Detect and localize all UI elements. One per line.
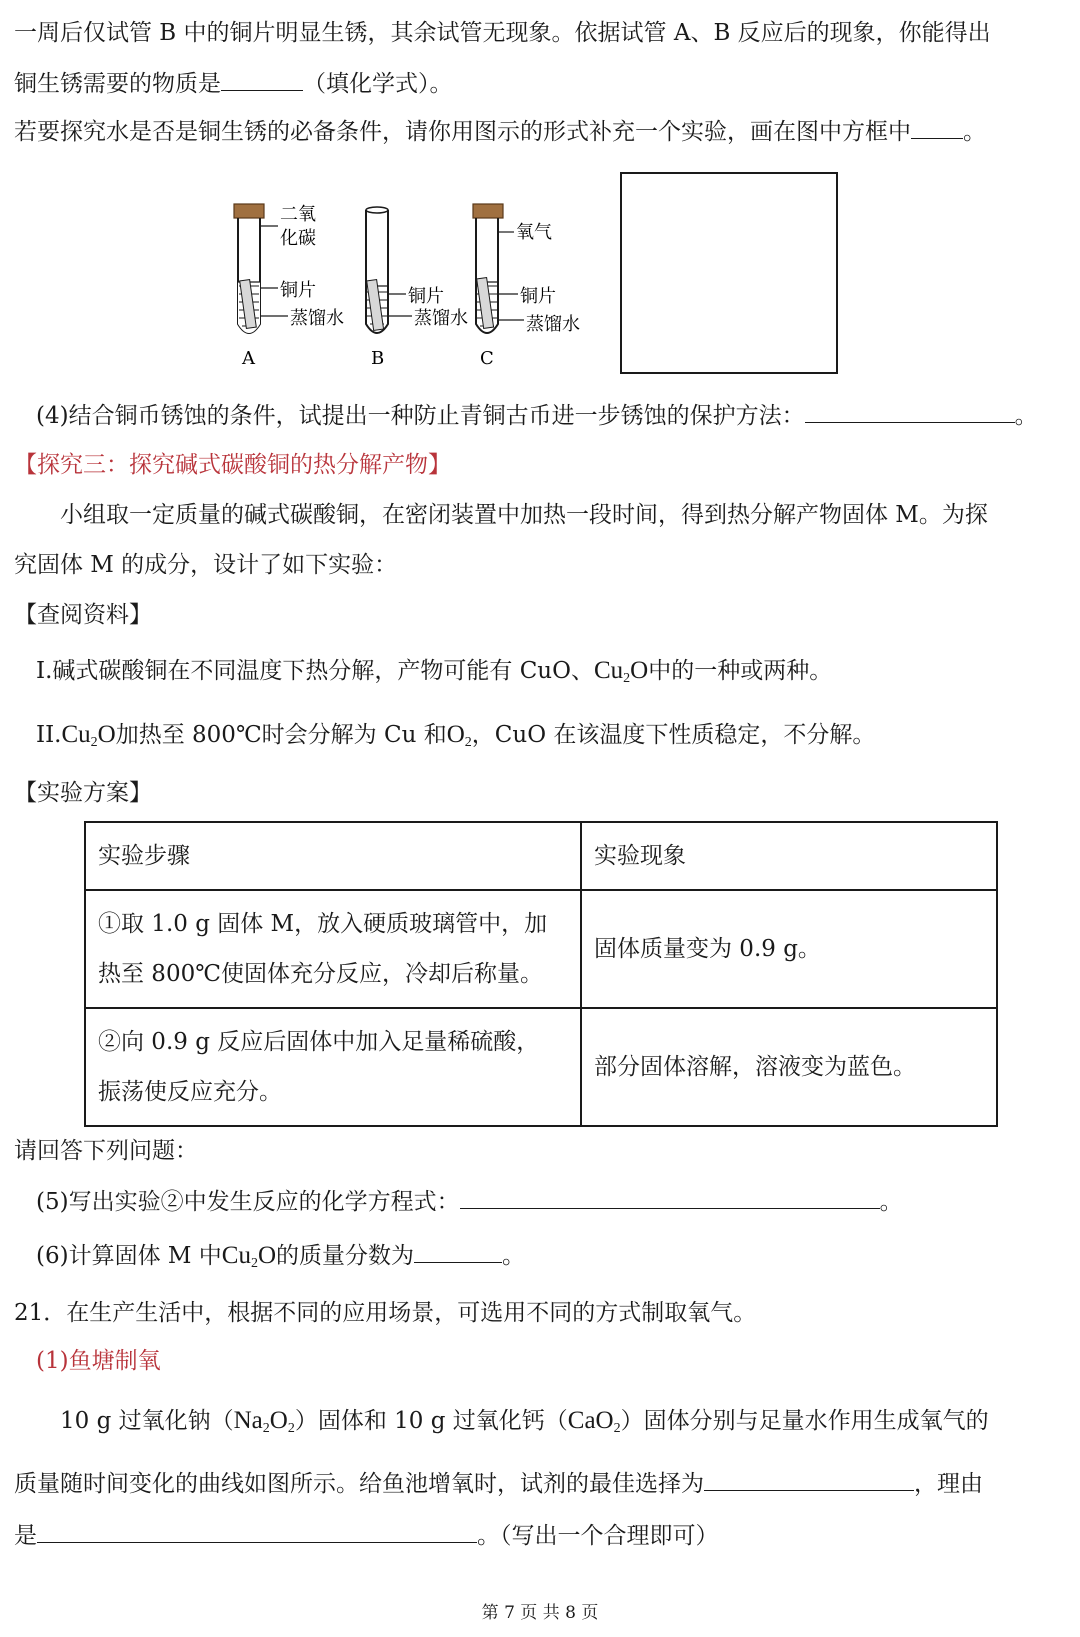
formula-cu2o: $Cu_2O$ — [593, 657, 649, 686]
observation-cell: 固体质量变为 0.9 g。 — [581, 890, 997, 1008]
answer-blank-substance[interactable] — [221, 68, 303, 91]
reference-1-text: I.碱式碳酸铜在不同温度下热分解，产物可能有 CuO、 — [36, 658, 594, 684]
label-water-c: 蒸馏水 — [526, 314, 580, 335]
step-line: 热至 800℃使固体充分反应，冷却后称量。 — [98, 961, 543, 987]
paragraph-line-1: 小组取一定质量的碱式碳酸铜，在密闭装置中加热一段时间，得到热分解产物固体 M。为探 — [60, 502, 988, 528]
question-5-end: 。 — [879, 1189, 903, 1215]
text-line-3 — [14, 116, 986, 147]
question-4-text: (4)结合铜币锈蚀的条件，试提出一种防止青铜古币进一步锈蚀的保护方法： — [36, 403, 805, 429]
formula-o2: $O_2$ — [446, 721, 472, 750]
label-copper-a: 铜片 — [280, 280, 316, 301]
label-co2-1: 二氧 — [280, 204, 316, 225]
text-line-2 — [14, 68, 453, 99]
tube-b — [366, 207, 412, 333]
reference-2-prefix: II. — [36, 722, 62, 748]
observation-cell: 部分固体溶解，溶液变为蓝色。 — [581, 1008, 997, 1126]
reference-2 — [36, 720, 875, 758]
question-6-mid: 的质量分数为 — [276, 1243, 415, 1269]
label-copper-c: 铜片 — [520, 286, 556, 307]
formula-cu2o: $Cu_2O$ — [61, 721, 116, 750]
question-5 — [36, 1186, 903, 1217]
paragraph-line-3 — [60, 1406, 989, 1444]
section-heading-inquiry-3: 【探究三：探究碱式碳酸铜的热分解产物】 — [14, 452, 451, 478]
table-row — [85, 1008, 997, 1126]
label-oxygen: 氧气 — [516, 222, 552, 243]
answer-blank-q4[interactable] — [805, 400, 1015, 423]
step-cell — [85, 1008, 581, 1126]
step-cell — [85, 890, 581, 1008]
paragraph-line-2: 究固体 M 的成分，设计了如下实验： — [14, 552, 398, 578]
paragraph-5-end: 。（写出一个合理即可） — [477, 1523, 719, 1549]
reference-1-end: 中的一种或两种。 — [648, 658, 833, 684]
stopper-c — [473, 204, 503, 218]
reference-1 — [36, 656, 832, 694]
paragraph-line-4 — [14, 1468, 983, 1499]
reference-heading: 【查阅资料】 — [14, 602, 152, 628]
test-tube-figure — [220, 196, 620, 382]
paragraph-3-text: 10 g 过氧化钠（ — [60, 1408, 234, 1434]
answer-blank-q5[interactable] — [460, 1186, 880, 1209]
reference-2-text: 加热至 800℃时会分解为 Cu 和 — [115, 722, 447, 748]
line-2-text: 铜生锈需要的物质是 — [14, 71, 221, 97]
paragraph-line-5 — [14, 1520, 719, 1551]
question-4-end: 。 — [1014, 403, 1038, 429]
experiment-table — [84, 821, 998, 1127]
stopper-a — [234, 204, 264, 218]
copper-c — [477, 278, 494, 329]
answer-blank-reason[interactable] — [37, 1520, 477, 1543]
table-row — [85, 890, 997, 1008]
paragraph-4-text: 质量随时间变化的曲线如图所示。给鱼池增氧时，试剂的最佳选择为 — [14, 1471, 704, 1497]
question-5-text: (5)写出实验②中发生反应的化学方程式： — [36, 1189, 460, 1215]
label-tube-a: A — [242, 348, 255, 369]
line-3-end: 。 — [963, 119, 986, 145]
label-tube-b: B — [371, 348, 385, 369]
text-line-1: 一周后仅试管 B 中的铜片明显生锈，其余试管无现象。依据试管 A、B 反应后的现象，你能得出 — [14, 20, 991, 46]
drawing-answer-box[interactable] — [620, 172, 838, 374]
paragraph-3-mid: ）固体和 10 g 过氧化钙（ — [294, 1408, 568, 1434]
question-6-end: 。 — [502, 1243, 526, 1269]
step-line: ②向 0.9 g 反应后固体中加入足量稀硫酸， — [98, 1029, 540, 1055]
copper-b — [367, 280, 384, 331]
paragraph-3-end: ）固体分别与足量水作用生成氧气的 — [620, 1408, 989, 1434]
line-2-end: （填化学式）。 — [303, 71, 453, 97]
step-line: 振荡使反应充分。 — [98, 1079, 282, 1105]
answer-blank-reagent[interactable] — [704, 1468, 914, 1491]
label-co2-2: 化碳 — [280, 228, 316, 249]
label-copper-b: 铜片 — [408, 286, 444, 307]
label-water-a: 蒸馏水 — [290, 308, 344, 329]
step-line: ①取 1.0 g 固体 M，放入硬质玻璃管中，加 — [98, 911, 548, 937]
page-footer: 第 7 页 共 8 页 — [481, 1603, 599, 1623]
plan-heading: 【实验方案】 — [14, 780, 152, 806]
label-water-b: 蒸馏水 — [414, 308, 468, 329]
question-6-text: (6)计算固体 M 中 — [36, 1243, 222, 1269]
paragraph-4-end: ，理由 — [914, 1471, 983, 1497]
reference-2-end: ，CuO 在该温度下性质稳定，不分解。 — [471, 722, 876, 748]
formula-cao2: CaO$_2$ — [567, 1407, 621, 1436]
paragraph-5-text: 是 — [14, 1523, 37, 1549]
label-tube-c: C — [480, 348, 494, 369]
table-header-row — [85, 822, 997, 890]
answer-blank-q6[interactable] — [414, 1240, 502, 1263]
question-6 — [36, 1240, 525, 1279]
question-4 — [36, 400, 1038, 431]
question-21: 21．在生产生活中，根据不同的应用场景，可选用不同的方式制取氧气。 — [14, 1300, 757, 1326]
formula-cu2o: $Cu_2O$ — [221, 1242, 277, 1271]
header-steps: 实验步骤 — [85, 822, 581, 890]
line-3-text: 若要探究水是否是铜生锈的必备条件，请你用图示的形式补充一个实验，画在图中方框中 — [14, 119, 911, 145]
formula-na2o2: $Na_2O_2$ — [233, 1407, 295, 1436]
answer-blank-drawing[interactable] — [911, 116, 963, 139]
answer-prompt: 请回答下列问题： — [14, 1138, 198, 1164]
header-observation: 实验现象 — [581, 822, 997, 890]
question-21-1: (1)鱼塘制氧 — [36, 1348, 161, 1374]
